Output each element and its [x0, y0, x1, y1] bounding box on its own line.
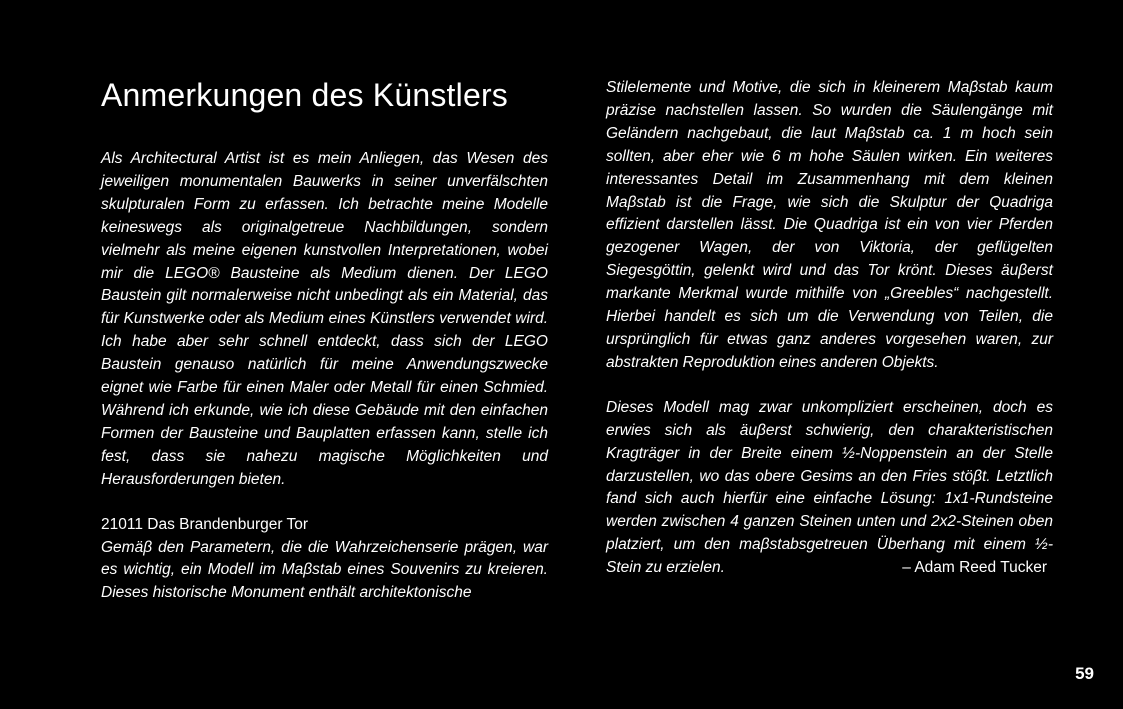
- author-signature: – Adam Reed Tucker: [902, 559, 1047, 577]
- final-paragraph: [606, 397, 1053, 580]
- left-column: [101, 148, 548, 605]
- model-title: 21011 Das Brandenburger Tor: [101, 515, 309, 533]
- final-paragraph-text: Dieses Modell mag zwar unkompliziert erscheinen, doch es erwies sich als äuβerst schwierig, den charakteristischen Kragträger in der Breite einem ½-Noppenstein an der Stelle darzustellen, wo das obere Gesims an den Fries stöβt. Letztlich fand sich auch hierfür eine einfache Lösung: 1x1-Rundsteine werden zwischen 4 ganzen Steinen unten und 2x2-Steinen oben platziert, um den maβstabsgetreuen Überhang mit einem ½-Stein zu erzielen.: [606, 398, 1053, 577]
- intro-paragraph: Als Architectural Artist ist es mein Anliegen, das Wesen des jeweiligen monumentalen Bauwerks in seiner unverfälschten skulpturalen Form zu erfassen. Ich betrachte meine Modelle keineswegs als originalgetreue Nachbildungen, sondern vielmehr als meine eigenen kunstvollen Interpretationen, wobei mir die LEGO® Bausteine als Medium dienen. Der LEGO Baustein gilt normalerweise nicht unbedingt als ein Material, das für Kunstwerke oder als Medium eines Künstlers verwendet wird. Ich habe aber sehr schnell entdeckt, dass sich der LEGO Baustein genauso natürlich für meine Anwendungszwecke eignet wie Farbe für einen Maler oder Metall für einen Schmied. Während ich erkunde, wie ich diese Gebäude mit den einfachen Formen der Bausteine und Bauplatten erfassen kann, stelle ich fest, dass sie nahezu magische Möglichkeiten und Herausforderungen bieten.: [101, 150, 548, 488]
- page-number: 59: [1075, 664, 1094, 683]
- model-paragraph-start: Gemäβ den Parametern, die die Wahrzeichenserie prägen, war es wichtig, ein Modell im Maβstab eines Souvenirs zu kreieren. Dieses historische Monument enthält architektonische: [101, 538, 548, 602]
- continuation-paragraph: Stilelemente und Motive, die sich in kleinerem Maβstab kaum präzise nachstellen lassen. So wurden die Säulengänge mit Geländern nachgebaut, die laut Maβstab ca. 1 m hoch sein sollten, aber eher wie 6 m hohe Säulen wirken. Ein weiteres interessantes Detail im Zusammenhang mit dem kleinen Maβstab ist die Frage, wie sich die Skulptur der Quadriga effizient darstellen lässt. Die Quadriga ist ein von vier Pferden gezogener Wagen, der von Viktoria, der geflügelten Siegesgöttin, gelenkt wird und das Tor krönt. Dieses äuβerst markante Merkmal wurde mithilfe von „Greebles“ nachgestellt. Hierbei handelt es sich um die Verwendung von Teilen, die ursprünglich für etwas ganz anderes vorgesehen waren, zur abstrakten Reproduktion eines anderen Objekts.: [606, 79, 1053, 371]
- page-title: Anmerkungen des Künstlers: [101, 77, 508, 113]
- right-column: [606, 77, 1053, 580]
- model-section: [101, 514, 548, 606]
